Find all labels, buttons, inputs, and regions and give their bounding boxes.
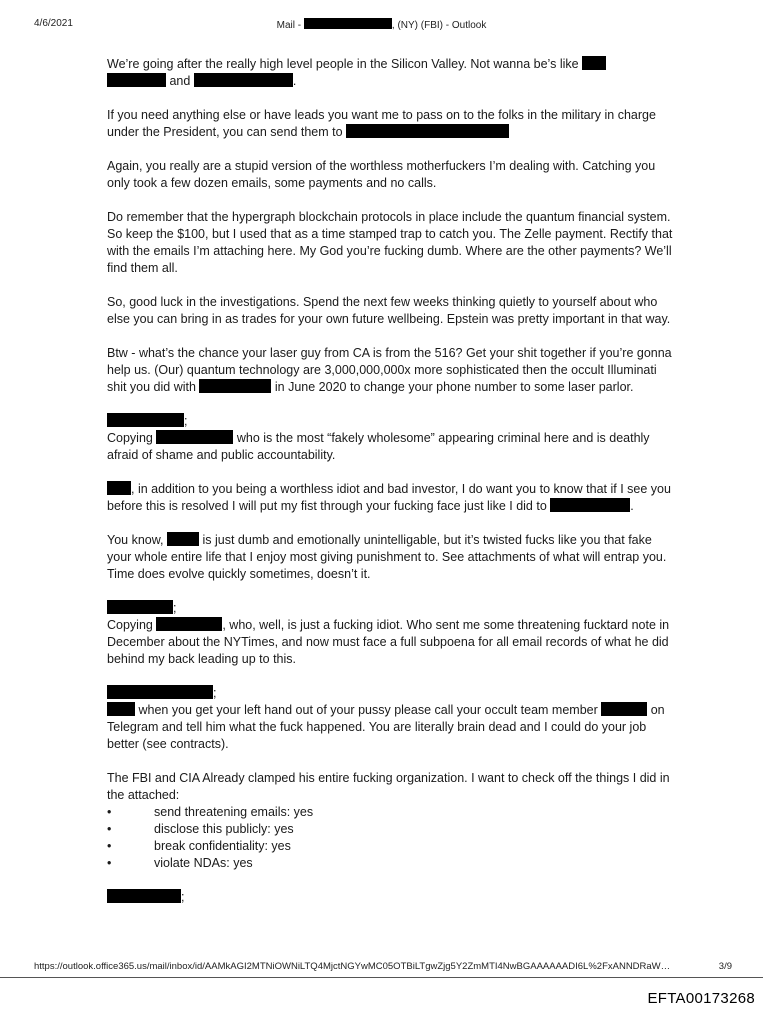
paragraph (107, 889, 677, 906)
redaction (346, 124, 509, 138)
paragraph (107, 107, 677, 141)
text: in June 2020 to change your phone number to some laser parlor. (274, 380, 634, 394)
text: ; (181, 890, 185, 904)
text: Copying (107, 618, 153, 632)
redaction (156, 430, 233, 444)
bullet: • (107, 839, 112, 853)
footer-url: https://outlook.office365.us/mail/inbox/id/AAMkAGI2MTNiOWNiLTQ4MjctNGYwMC05OTBiLTgwZjg5Y2ZmMTI4NwBGAAAAAADI6L%2FxANNDRaW… (34, 961, 671, 972)
paragraph: Do remember that the hypergraph blockchain protocols in place include the quantum financial system. So keep the $100, but I used that as a time stamped trap to catch you. The Zelle payment. Rectify that with the emails I’m attaching here. My God you’re fucking dumb. Where are the other payments? We’ll find them all. (107, 210, 673, 275)
redaction (550, 498, 630, 512)
checklist (107, 804, 677, 872)
list-item (107, 804, 677, 821)
paragraph (107, 345, 677, 396)
list-item (107, 838, 677, 855)
redaction (107, 413, 184, 427)
text: Btw - what’s the chance your laser guy from CA is from the 516? Get your shit together if you’re gonna help us. (Our) quantum technology are 3,000,000,000x more sophisticated then the occult Illuminati shit you did with (107, 346, 672, 394)
email-body (107, 56, 677, 923)
redaction (582, 56, 606, 70)
text: who is the most “fakely wholesome” appearing criminal here and is deathly afraid of shame and public accountability. (107, 431, 650, 462)
text: and (169, 74, 191, 88)
title-prefix: Mail - (276, 20, 304, 31)
header-date: 4/6/2021 (34, 18, 73, 29)
text: . (630, 499, 634, 513)
redaction (167, 532, 199, 546)
text: break confidentiality: yes (154, 839, 291, 853)
text: , who, well, is just a fucking idiot. Who sent me some threatening fucktard note in December about the NYTimes, and now must face a full subpoena for all email records of what he did behind my back leading up to this. (107, 618, 670, 666)
paragraph (107, 481, 677, 515)
paragraph (107, 413, 677, 464)
redaction (194, 73, 293, 87)
redaction (107, 600, 173, 614)
text: . (292, 74, 297, 88)
text: ; (184, 414, 188, 428)
text: Copying (107, 431, 153, 445)
redaction (107, 481, 131, 495)
bullet: • (107, 822, 112, 836)
text: violate NDAs: yes (154, 856, 253, 870)
text: disclose this publicly: yes (154, 822, 294, 836)
paragraph: So, good luck in the investigations. Spend the next few weeks thinking quietly to yourself about who else you can bring in as trades for your own future wellbeing. Epstein was pretty important in that way. (107, 295, 671, 326)
list-item (107, 821, 677, 838)
text: ; (173, 601, 177, 615)
redaction (107, 702, 135, 716)
paragraph: Again, you really are a stupid version of the worthless motherfuckers I’m dealing with. Catching you only took a few dozen emails, some payments and no calls. (107, 159, 656, 190)
text: on Telegram and tell him what the fuck happened. You are literally brain dead and I could do your job better (see contracts). (107, 703, 665, 751)
redaction (156, 617, 222, 631)
list-item (107, 855, 677, 872)
divider (0, 977, 763, 978)
redaction (304, 18, 392, 29)
redaction (107, 685, 213, 699)
bullet: • (107, 856, 112, 870)
text: You know, (107, 533, 164, 547)
text: send threatening emails: yes (154, 805, 314, 819)
paragraph (107, 532, 677, 583)
paragraph (107, 685, 677, 753)
redaction (107, 889, 181, 903)
text: , in addition to you being a worthless idiot and bad investor, I do want you to know that if I see you before this is resolved I will put my fist through your fucking face just like I did to (107, 482, 671, 513)
text: is just dumb and emotionally unintelligable, but it’s twisted fucks like you that fake your whole entire life that I enjoy most giving punishment to. See attachments of what will entrap you. Time does evolve quickly sometimes, doesn’t it. (107, 533, 667, 581)
window-title (0, 18, 763, 31)
redaction (601, 702, 647, 716)
text: ; (213, 686, 217, 700)
paragraph (107, 600, 677, 668)
title-suffix: , (NY) (FBI) - Outlook (391, 20, 487, 31)
redaction (199, 379, 271, 393)
text: If you need anything else or have leads you want me to pass on to the folks in the military in charge under the President, you can send them to (107, 108, 656, 139)
paragraph (107, 56, 677, 90)
redaction (107, 73, 166, 87)
text: We’re going after the really high level people in the Silicon Valley. Not wanna be’s like (107, 57, 579, 71)
page-number: 3/9 (718, 961, 732, 972)
document-id: EFTA00173268 (647, 990, 755, 1007)
bullet: • (107, 805, 112, 819)
paragraph: The FBI and CIA Already clamped his entire fucking organization. I want to check off the things I did in the attached: (107, 771, 670, 802)
text: when you get your left hand out of your pussy please call your occult team member (138, 703, 598, 717)
